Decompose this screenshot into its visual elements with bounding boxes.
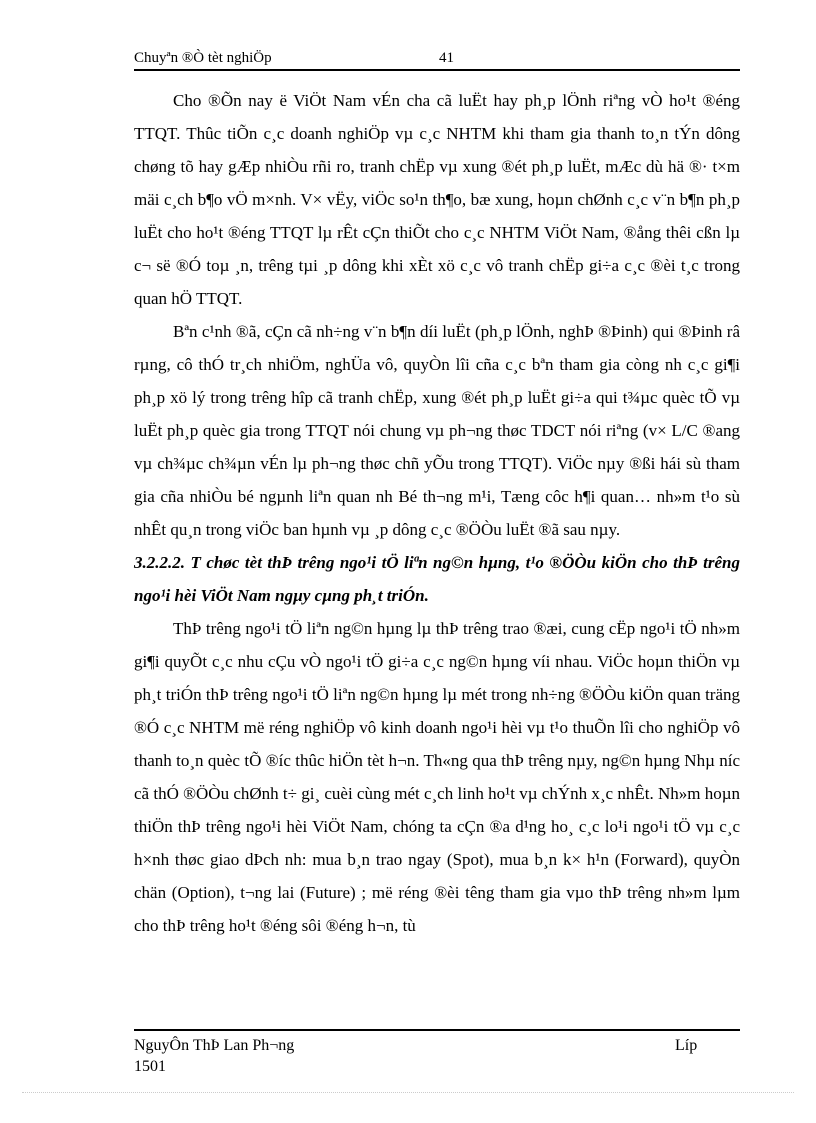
document-body — [134, 84, 740, 942]
header-title: Chuyªn ®Ò tèt nghiÖp — [134, 50, 272, 66]
paragraph: ThÞ trêng ngo¹i tÖ liªn ng©n hµng lµ thÞ trêng trao ®æi, cung cËp ngo¹i tÖ nh»m gi¶i quyÕt c¸c nhu cÇu vÒ ngo¹i tÖ gi÷a c¸c ng©n hµng víi nhau. ViÖc hoµn thiÖn vµ ph¸t triÓn thÞ trêng ngo¹i tÖ liªn ng©n hµng lµ mét trong nh÷ng ®ÖÒu kiÖn quan träng ®Ó c¸c NHTM më réng nghiÖp vô kinh doanh ngo¹i hèi vµ t¹o thuÕn lîi cho nghiÖp vô thanh to¸n quèc tÕ ®íc thûc hiÖn tèt h¬n. Th«ng qua thÞ trêng nµy, ng©n hµng Nhµ níc cã thÓ ®ÖÒu chØnh t÷ gi¸ cuèi cùng mét c¸ch linh ho¹t vµ chÝnh x¸c nhÊt. Nh»m hoµn thiÖn thÞ trêng ngo¹i hèi ViÖt Nam, chóng ta cÇn ®a d¹ng ho¸ c¸c lo¹i ngo¹i tÖ vµ c¸c h×nh thøc giao dÞch nh: mua b¸n trao ngay (Spot), mua b¸n k× h¹n (Forward), quyÒn chän (Option), t¬ng lai (Future) ; më réng ®èi têng tham gia vµo thÞ trêng nh»m lµm cho thÞ trêng ho¹t ®éng sôi ®éng h¬n, tù — [134, 619, 740, 935]
page-number: 41 — [439, 50, 454, 66]
section-heading: 3.2.2.2. T chøc tèt thÞ trêng ngo¹i tÖ liªn ng©n hµng, t¹o ®ÖÒu kiÖn cho thÞ trêng ngo¹i hèi ViÖt Nam ngµy cµng ph¸t triÓn. — [134, 553, 740, 605]
paragraph: Cho ®Õn nay ë ViÖt Nam vÉn cha cã luËt hay ph¸p lÖnh riªng vÒ ho¹t ®éng TTQT. Thûc tiÕn c¸c doanh nghiÖp vµ c¸c NHTM khi tham gia thanh to¸n tÝn dông chøng tõ hay gÆp nhiÒu rñi ro, tranh chËp vµ xung ®ét ph¸p luËt, mÆc dù hä ®· t×m mäi c¸ch b¶o vÖ m×nh. V× vËy, viÖc so¹n th¶o, bæ xung, hoµn chØnh c¸c v¨n b¶n ph¸p luËt cho ho¹t ®éng TTQT lµ rÊt cÇn thiÕt cho c¸c NHTM ViÖt Nam, ®ång thêi cßn lµ c¬ së ®Ó toµ ¸n, trêng tµi ¸p dông khi xÈt xö c¸c vô tranh chËp gi÷a c¸c ®èi t¸c trong quan hÖ TTQT. — [134, 91, 740, 308]
footer-class-number: 1501 — [134, 1058, 166, 1075]
footer-divider — [134, 1029, 740, 1031]
page-header — [134, 48, 740, 70]
paragraph: Bªn c¹nh ®ã, cÇn cã nh÷ng v¨n b¶n díi luËt (ph¸p lÖnh, nghÞ ®Þinh) qui ®Þinh râ rµng, cô thÓ tr¸ch nhiÖm, nghÜa vô, quyÒn lîi cña c¸c bªn tham gia còng nh c¸c gi¶i ph¸p xö lý trong trêng hîp cã tranh chËp, xung ®ét ph¸p luËt gi÷a qui t¾µc quèc tÕ vµ luËt ph¸p quèc gia trong TTQT nói chung vµ ph¬ng thøc TDCT nói riªng (v× L/C ®ang vµ ch¾µc ch¾µn vÉn lµ ph¬ng thøc chñ yÕu trong TTQT). ViÖc nµy ®ßi hái sù tham gia cña nhiÒu bé ngµnh liªn quan nh Bé th¬ng m¹i, Tæng côc h¶i quan… nh»m t¹o sù nhÊt qu¸n trong viÖc ban hµnh vµ ¸p dông c¸c ®ÖÒu luËt ®ã sau nµy. — [134, 322, 740, 539]
footer-class-label: Líp — [675, 1037, 698, 1054]
page-break-line — [22, 1092, 794, 1093]
header-divider — [134, 69, 740, 71]
footer-author: NguyÔn ThÞ Lan Ph¬ng — [134, 1037, 295, 1054]
